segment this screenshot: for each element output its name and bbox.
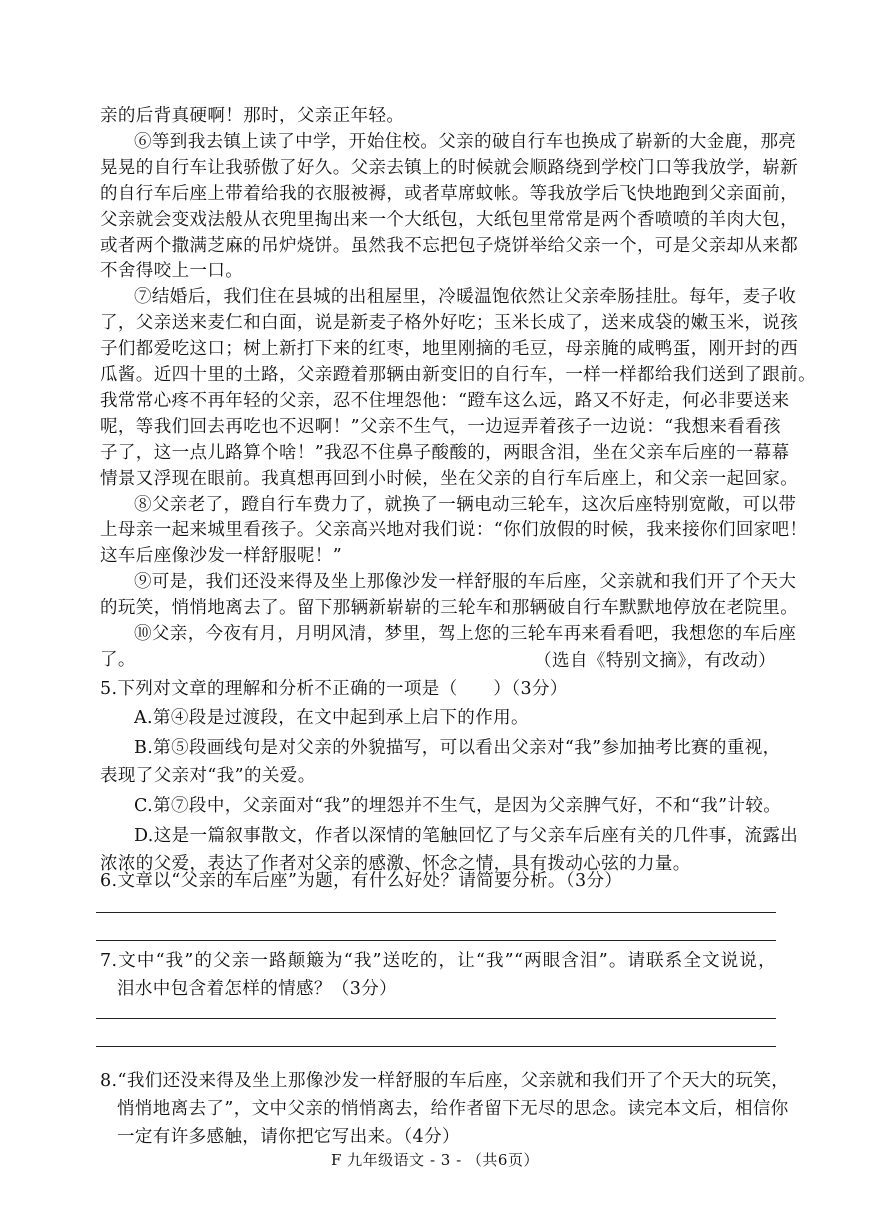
passage-line: 了。 bbox=[100, 649, 136, 670]
question-8-cont: 一定有许多感触，请你把它写出来。（4分） bbox=[117, 1127, 460, 1147]
passage-line: 的自行车后座上带着给我的衣服被褥，或者草席蚊帐。等我放学后飞快地跑到父亲面前， bbox=[100, 183, 799, 204]
passage-line: 上母亲一起来城里看孩子。父亲高兴地对我们说：“你们放假的时候，我来接你们回家吧！ bbox=[100, 520, 808, 541]
source-note: （选自《特别文摘》，有改动） bbox=[534, 651, 776, 671]
question-5-option-d: D.这是一篇叙事散文，作者以深情的笔触回忆了与父亲车后座有关的几件事，流露出 bbox=[134, 826, 799, 846]
page-footer: F 九年级语文 - 3 - （共6页） bbox=[331, 1151, 539, 1169]
passage-line: 子了，这一点儿路算个啥！”我忍不住鼻子酸酸的，两眼含泪，坐在父亲车后座的一幕幕 bbox=[100, 442, 790, 463]
passage-line: 了，父亲送来麦仁和白面，说是新麦子格外好吃；玉米长成了，送来成袋的嫩玉米，说孩 bbox=[100, 313, 799, 334]
paragraph-9-line: ⑨可是，我们还没来得及坐上那像沙发一样舒服的车后座，父亲就和我们开了个天大 bbox=[134, 572, 797, 593]
paragraph-7-line: ⑦结婚后，我们住在县城的出租屋里，冷暖温饱依然让父亲牵肠挂肚。每年，麦子收 bbox=[134, 287, 797, 308]
question-5-option-b: B.第⑤段画线句是对父亲的外貌描写，可以看出父亲对“我”参加抽考比赛的重视， bbox=[134, 738, 781, 758]
passage-line: 父亲就会变戏法般从衣兜里掏出来一个大纸包，大纸包里常常是两个香喷喷的羊肉大包， bbox=[100, 209, 799, 230]
question-5-option-b-cont: 表现了父亲对“我”的关爱。 bbox=[100, 766, 316, 786]
passage-line: 不舍得咬上一口。 bbox=[100, 261, 244, 282]
passage-line: 的玩笑，悄悄地离去了。留下那辆新崭崭的三轮车和那辆破自行车默默地停放在老院里。 bbox=[100, 598, 799, 619]
paragraph-10-line: ⑩父亲，今夜有月，月明风清，梦里，驾上您的三轮车再来看看吧，我想您的车后座 bbox=[134, 624, 797, 644]
question-5-stem: 5.下列对文章的理解和分析不正确的一项是（ ）（3分） bbox=[100, 679, 568, 699]
answer-line[interactable] bbox=[96, 1046, 776, 1047]
passage-line: 亲的后背真硬啊！那时，父亲正年轻。 bbox=[100, 106, 405, 126]
question-8: 8.“我们还没来得及坐上那像沙发一样舒服的车后座，父亲就和我们开了个天大的玩笑， bbox=[100, 1071, 790, 1091]
answer-line[interactable] bbox=[96, 940, 776, 941]
question-5-option-c: C.第⑦段中，父亲面对“我”的埋怨并不生气，是因为父亲脾气好，不和“我”计较。 bbox=[134, 796, 782, 816]
passage-line: 这车后座像沙发一样舒服呢！” bbox=[100, 546, 343, 567]
question-8-cont: 悄悄地离去了”，文中父亲的悄悄离去，给作者留下无尽的思念。读完本文后，相信你 bbox=[117, 1099, 789, 1119]
question-6: 6.文章以“父亲的车后座”为题，有什么好处？请简要分析。（3分） bbox=[100, 871, 623, 891]
passage-line: 情景又浮现在眼前。我真想再回到小时候，坐在父亲的自行车后座上，和父亲一起回家。 bbox=[100, 468, 799, 489]
question-7-cont: 泪水中包含着怎样的情感？（3分） bbox=[117, 979, 398, 999]
paragraph-6-line: ⑥等到我去镇上读了中学，开始住校。父亲的破自行车也换成了崭新的大金鹿，那亮 bbox=[134, 131, 797, 152]
passage-line: 子们都爱吃这口；树上新打下来的红枣，地里刚摘的毛豆，母亲腌的咸鸭蛋，刚开封的西 bbox=[100, 339, 799, 360]
paragraph-8-line: ⑧父亲老了，蹬自行车费力了，就换了一辆电动三轮车，这次后座特别宽敞，可以带 bbox=[134, 494, 797, 515]
question-7: 7.文中“我”的父亲一路颠簸为“我”送吃的，让“我”“两眼含泪”。请联系全文说说， bbox=[100, 951, 776, 971]
question-5-option-a: A.第④段是过渡段，在文中起到承上启下的作用。 bbox=[134, 708, 529, 728]
answer-line[interactable] bbox=[96, 912, 776, 913]
passage-line: 我常常心疼不再年轻的父亲，忍不住埋怨他：“蹬车这么远，路又不好走，何必非要送来 bbox=[100, 390, 790, 411]
passage-line: 呢，等我们回去再吃也不迟啊！”父亲不生气，一边逗弄着孩子一边说：“我想来看看孩 bbox=[100, 416, 781, 437]
answer-line[interactable] bbox=[96, 1018, 776, 1019]
question-5-option-d-cont: 浓浓的父爱，表达了作者对父亲的感激、怀念之情，具有拨动心弦的力量。 bbox=[100, 854, 691, 874]
passage-line: 或者两个撒满芝麻的吊炉烧饼。虽然我不忘把包子烧饼举给父亲一个，可是父亲却从来都 bbox=[100, 235, 799, 256]
passage-line: 瓜酱。近四十里的土路，父亲蹬着那辆由新变旧的自行车，一样一样都给我们送到了跟前。 bbox=[100, 365, 816, 385]
passage-line: 晃晃的自行车让我骄傲了好久。父亲去镇上的时候就会顺路绕到学校门口等我放学，崭新 bbox=[100, 157, 799, 178]
